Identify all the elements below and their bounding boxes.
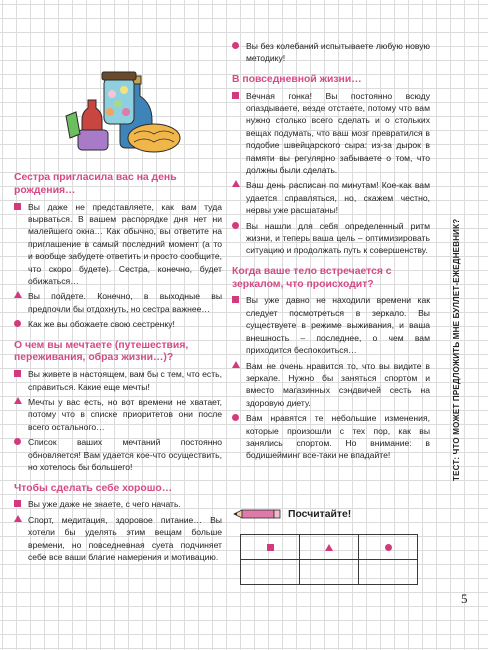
item-text: Как же вы обожаете свою сестренку! xyxy=(28,319,175,330)
item-text: Вы живете в настоящем, вам бы с тем, что есть, справиться. Какие еще мечты! xyxy=(28,369,222,392)
count-input-row xyxy=(241,560,418,585)
item-text: Вы даже не представляете, как вам туда вырваться. В вашем распорядке дня нет ни малейшего окна… Как обычно, вы ответите на приглашение в самый последний момент (а то и вообще забудете ответить и просто сообщите, что скоро будете). Сестра, конечно, будет обижаться… xyxy=(28,201,222,287)
item-text: Вечная гонка! Вы постоянно всюду опаздываете, везде отстаете, потому что вам нужно столько всего сделать и о стольких вещах подумать, что ваш мозг превратился в подобие швейцарского сыра: из-за дырок в памяти вы регулярно забываете о том, что должны были сделать. xyxy=(246,90,430,176)
section-heading: Когда ваше тело встречается с зеркалом, что происходит? xyxy=(232,265,392,290)
circle-icon xyxy=(232,42,239,49)
triangle-icon xyxy=(14,397,22,404)
section-heading: В повседневной жизни… xyxy=(232,73,362,85)
item-text: Вы без колебаний испытываете любую новую методику! xyxy=(246,41,430,64)
item-text: Вы нашли для себя определенный ритм жизни, и теперь ваша цель – оптимизировать ситуацию и продолжать путь к совершенству. xyxy=(246,220,430,256)
count-marker-row xyxy=(241,535,418,560)
triangle-icon xyxy=(14,515,22,522)
illustration-jars-and-soaps xyxy=(60,64,190,164)
list-item xyxy=(14,396,222,433)
count-cell-triangle xyxy=(300,535,359,560)
section-heading: Чтобы сделать себе хорошо… xyxy=(14,482,173,494)
count-input-square[interactable] xyxy=(241,560,300,585)
item-text: Спорт, медитация, здоровое питание… Вы хотели бы уделять этим вещам больше времени, но повседневная суета подчиняет себе все ваши благие намерения и мотивацию. xyxy=(28,514,222,562)
count-cell-square xyxy=(241,535,300,560)
list-item xyxy=(232,90,430,177)
count-cell-circle xyxy=(359,535,418,560)
triangle-icon xyxy=(232,180,240,187)
count-table xyxy=(240,534,418,585)
item-text: Список ваших мечтаний постоянно обновляется! Вам удается кое-что осуществить, но хотелось бы большего! xyxy=(28,437,222,473)
count-title: Посчитайте! xyxy=(288,508,352,520)
item-text: Ваш день расписан по минутам! Кое-как вам удается справляться, но, скажем честно, нервы уже расшатаны! xyxy=(246,180,430,216)
item-text: Вы уже даже не знаете, с чего начать. xyxy=(28,499,181,510)
circle-icon xyxy=(14,438,21,445)
item-text: Вы уже давно не находили времени как следует посмотреться в зеркало. Вы существуете в режиме выживания, и ваша внешность – последнее, о чем вам приходится беспокоиться… xyxy=(246,295,430,356)
square-icon xyxy=(14,370,21,377)
square-icon xyxy=(232,296,239,303)
left-column xyxy=(14,172,222,572)
count-input-circle[interactable] xyxy=(359,560,418,585)
triangle-icon xyxy=(325,544,333,551)
list-item xyxy=(232,179,430,216)
list-item xyxy=(14,290,222,315)
count-input-triangle[interactable] xyxy=(300,560,359,585)
item-text: Вам нравятся те небольшие изменения, которые произошли с тех пор, как вы занялись спортом. Но внимание: в бодишейминг все-таки не впадайте! xyxy=(246,413,430,461)
section-heading: О чем вы мечтаете (путешествия, переживания, образ жизни…)? xyxy=(14,339,189,364)
right-column xyxy=(232,40,430,471)
list-item xyxy=(232,412,430,462)
list-item xyxy=(232,360,430,410)
circle-icon xyxy=(14,320,21,327)
square-icon xyxy=(14,203,21,210)
list-item xyxy=(14,498,222,510)
triangle-icon xyxy=(232,361,240,368)
sidebar-title: ТЕСТ: ЧТО МОЖЕТ ПРЕДЛОЖИТЬ МНЕ БУЛЛЕТ-ЕЖЕДНЕВНИК? xyxy=(452,218,461,482)
pencil-icon xyxy=(232,506,282,522)
list-item xyxy=(14,436,222,473)
page-number: 5 xyxy=(461,591,468,606)
item-text: Вам не очень нравится то, что вы видите в зеркале. Нужно бы заняться спортом и вместо магазинных сэндвичей сесть на здоровую диету. xyxy=(246,360,430,408)
list-item xyxy=(14,318,222,330)
count-header xyxy=(232,506,351,522)
list-item xyxy=(232,294,430,356)
list-item xyxy=(232,40,430,65)
list-item xyxy=(14,368,222,393)
square-icon xyxy=(14,500,21,507)
circle-icon xyxy=(385,544,392,551)
item-text: Мечты у вас есть, но вот времени не хватает, потому что в списке приоритетов они после всего остального… xyxy=(28,397,222,432)
item-text: Вы пойдете. Конечно, в выходные вы предпочли бы отдохнуть, но сестра важнее… xyxy=(28,291,222,314)
list-item xyxy=(14,514,222,564)
list-item xyxy=(232,220,430,257)
square-icon xyxy=(232,92,239,99)
circle-icon xyxy=(232,222,239,229)
circle-icon xyxy=(232,414,239,421)
list-item xyxy=(14,201,222,288)
square-icon xyxy=(267,544,274,551)
triangle-icon xyxy=(14,291,22,298)
section-heading: Сестра пригласила вас на день рождения… xyxy=(14,172,177,196)
